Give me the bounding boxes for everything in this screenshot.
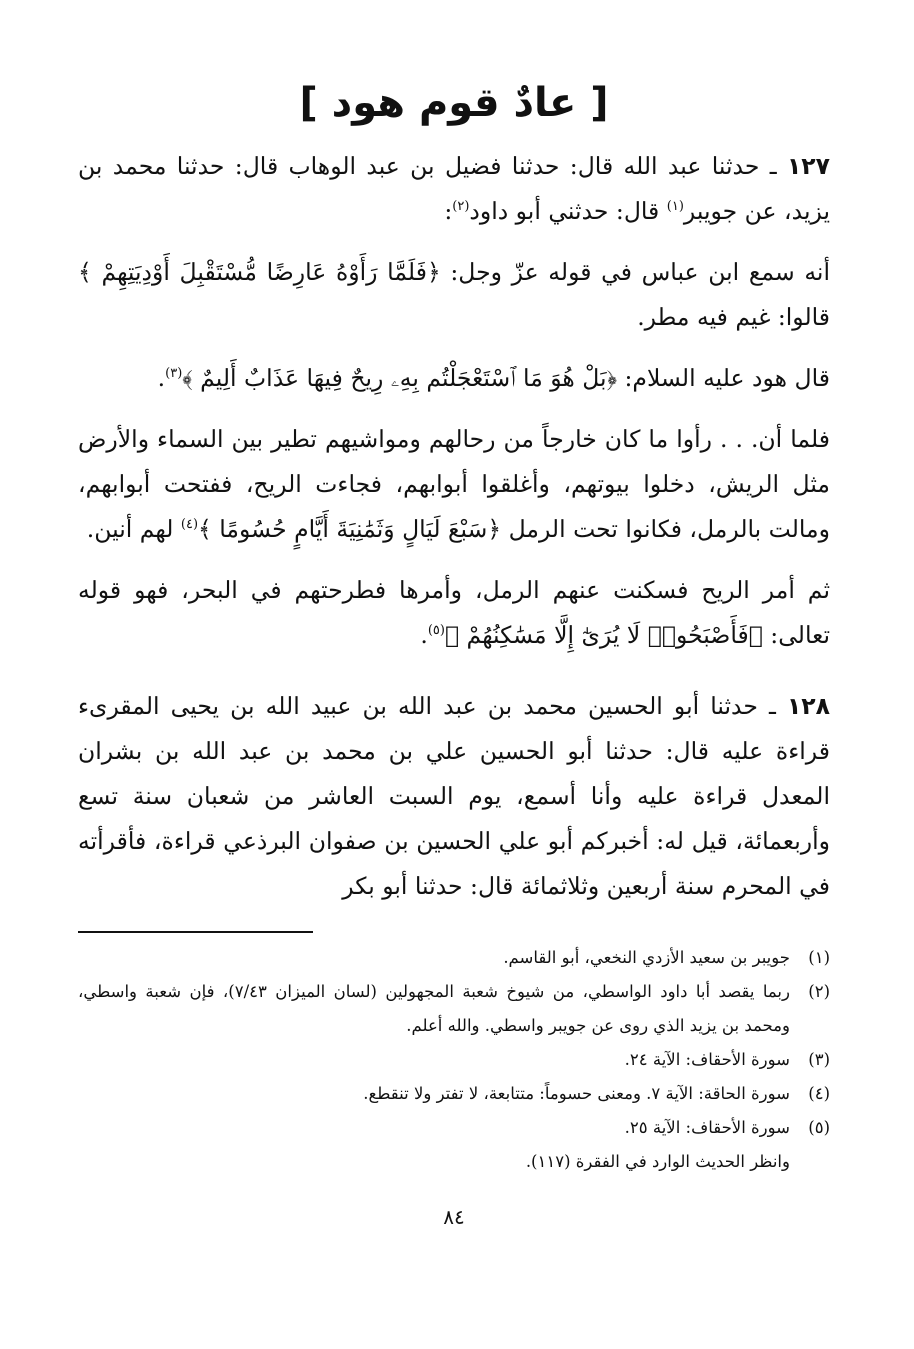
footnote-4 — [78, 1077, 830, 1111]
paragraph-text: ثم أمر الريح فسكنت عنهم الرمل، وأمرها فطرحتهم في البحر، فهو قوله تعالى: ﴿فَأَصْبَحُوا۟ لَا يُرَىٰٓ إِلَّا مَسَٰكِنُهُمْ ﴾ — [78, 576, 830, 649]
footnote-5 — [78, 1111, 830, 1145]
footnote-ref-4[interactable]: (٤) — [180, 517, 199, 533]
footnote-5-continuation: وانظر الحديث الوارد في الفقرة (١١٧). — [525, 1152, 790, 1171]
paragraph-text: قال: حدثني أبو داود — [469, 197, 667, 225]
paragraph-text: . — [420, 621, 428, 649]
paragraph-text: . — [157, 364, 166, 392]
paragraph-127 — [78, 144, 830, 234]
footnote-ref-2[interactable]: (٢) — [452, 199, 470, 215]
footnote-separator — [78, 931, 830, 933]
section-title: [ عادٌ قوم هود ] — [299, 80, 609, 126]
paragraph-wind — [78, 417, 830, 552]
footnote-number: (٣) — [808, 1050, 830, 1069]
footnote-ref-3[interactable]: (٣) — [165, 366, 183, 382]
footnote-text: سورة الأحقاف: الآية ٢٤. — [624, 1050, 790, 1069]
paragraph-text: لهم أنين. — [86, 515, 181, 543]
footnotes — [78, 941, 830, 1179]
footnote-text: سورة الحاقة: الآية ٧. ومعنى حسوماً: متتابعة، لا تفتر ولا تنقطع. — [363, 1084, 790, 1103]
paragraph-text: : — [444, 197, 453, 225]
page-body — [78, 80, 830, 1229]
paragraph-text: ـ حدثنا أبو الحسين محمد بن عبد الله بن عبيد الله بن يحيى المقرىء قراءة عليه قال: حدثنا أبو الحسين علي بن محمد بن عبد الله بن بشران المعدل قراءة عليه وأنا أسمع، يوم السبت العاشر من شعبان سنة تسع وأربعمائة، قيل له: أخبركم أبو علي الحسين بن صفوان البرذعي قراءة، فأقرأته في المحرم سنة أربعين وثلاثمائة قال: حدثنا أبو بكر — [78, 692, 830, 900]
paragraph-text: فلما أن. . . رأوا ما كان خارجاً من رحالهم ومواشيهم تطير بين السماء والأرض مثل الريش، دخلوا بيوتهم، وأغلقوا أبوابهم، فجاءت الريح، ففتحت أبوابهم، ومالت بالرمل، فكانوا تحت الرمل ﴿سَبْعَ لَيَالٍ وَثَمَٰنِيَةَ أَيَّامٍ حُسُومًا ﴾ — [78, 425, 830, 543]
hadith-number: ١٢٧ — [786, 152, 830, 180]
paragraph-sea — [78, 568, 830, 658]
footnote-3 — [78, 1043, 830, 1077]
paragraph-text: ـ حدثنا عبد الله قال: حدثنا فضيل بن عبد الوهاب قال: حدثنا محمد بن يزيد، عن جويبر — [78, 152, 830, 225]
footnote-number: (١) — [808, 948, 830, 967]
paragraph-128 — [78, 684, 830, 909]
footnote-ref-5[interactable]: (٥) — [427, 623, 445, 639]
footnote-text: سورة الأحقاف: الآية ٢٥. — [624, 1118, 790, 1137]
footnote-1 — [78, 941, 830, 975]
footnote-text: ربما يقصد أبا داود الواسطي، من شيوخ شعبة المجهولين (لسان الميزان ٧/٤٣)، فإن شعبة واسطي، ومحمد بن يزيد الذي روى عن جويبر واسطي. والله أعلم. — [78, 982, 790, 1035]
paragraph-ibn-abbas: أنه سمع ابن عباس في قوله عزّ وجل: ﴿فَلَمَّا رَأَوْهُ عَارِضًا مُّسْتَقْبِلَ أَوْدِيَتِهِمْ ﴾ قالوا: غيم فيه مطر. — [78, 258, 830, 331]
hadith-number: ١٢٨ — [786, 692, 830, 720]
paragraph-text: قال هود عليه السلام: ﴿بَلْ هُوَ مَا ٱسْتَعْجَلْتُم بِهِۦ رِيحٌ فِيهَا عَذَابٌ أَلِيمٌ ﴾ — [182, 364, 830, 392]
footnote-text: جويبر بن سعيد الأزدي النخعي، أبو القاسم. — [503, 948, 790, 967]
footnote-number: (٥) — [808, 1118, 830, 1137]
footnote-number: (٢) — [808, 982, 830, 1001]
paragraph-hud — [78, 356, 830, 401]
footnote-2 — [78, 975, 830, 1043]
footnote-ref-1[interactable]: (١) — [666, 199, 684, 215]
page-number: ٨٤ — [443, 1205, 465, 1229]
footnote-number: (٤) — [808, 1084, 830, 1103]
